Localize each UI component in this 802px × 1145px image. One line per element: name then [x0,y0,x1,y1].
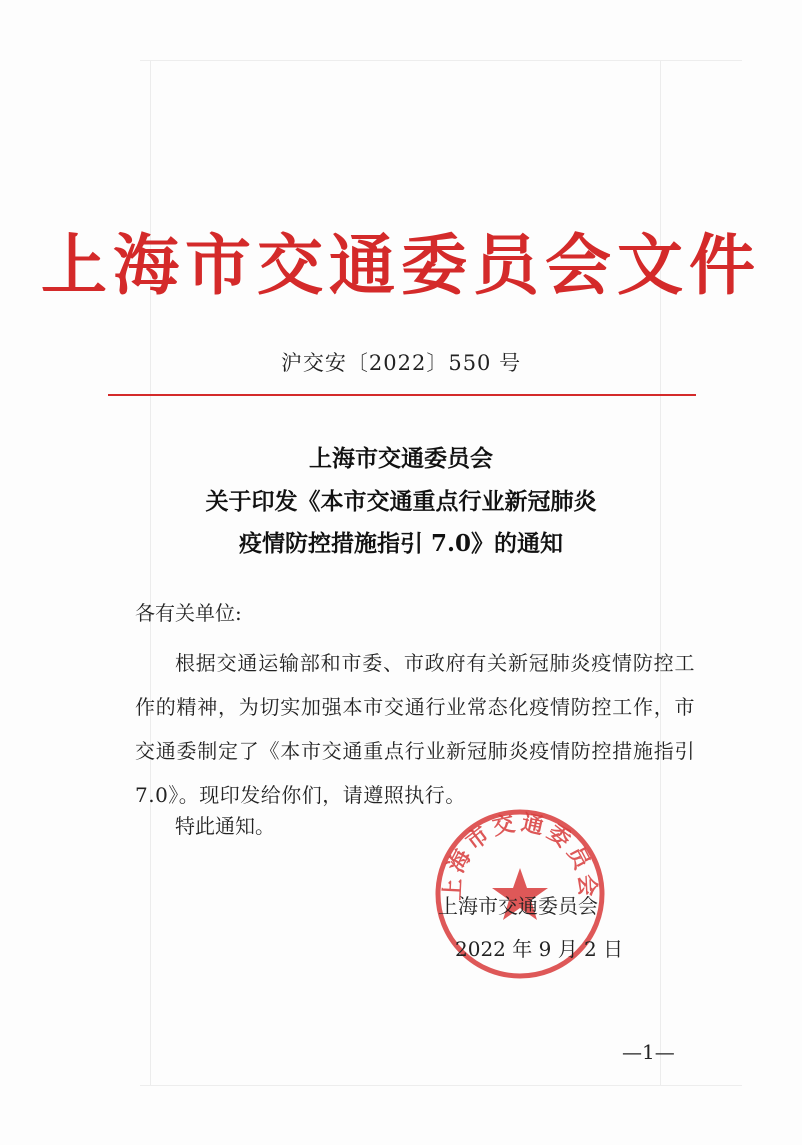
document-title-line-2: 关于印发《本市交通重点行业新冠肺炎 [205,488,597,515]
document-number: 沪交安〔2022〕550 号 [280,351,522,375]
page-number: —1— [622,1040,675,1064]
letterhead-title: 上海市交通委员会文件 [41,226,761,304]
addressee: 各有关单位: [135,601,242,625]
bleed-through-line [140,60,742,61]
red-divider-rule [108,394,696,396]
document-title-line-1: 上海市交通委员会 [309,445,493,472]
signature-date: 2022 年 9 月 2 日 [455,937,624,961]
signature-organization: 上海市交通委员会 [438,894,598,918]
document-title-line-3: 疫情防控措施指引 7.0》的通知 [238,530,564,557]
bleed-through-line [140,1085,742,1086]
closing-phrase: 特此通知。 [175,814,275,838]
body-paragraph: 根据交通运输部和市委、市政府有关新冠肺炎疫情防控工作的精神，为切实加强本市交通行业常态化疫情防控工作，市交通委制定了《本市交通重点行业新冠肺炎疫情防控措施指引7.0》。现印发给你们，请遵照执行。 [135,651,695,807]
seal-text: 上海市交通委员会 [439,809,601,902]
